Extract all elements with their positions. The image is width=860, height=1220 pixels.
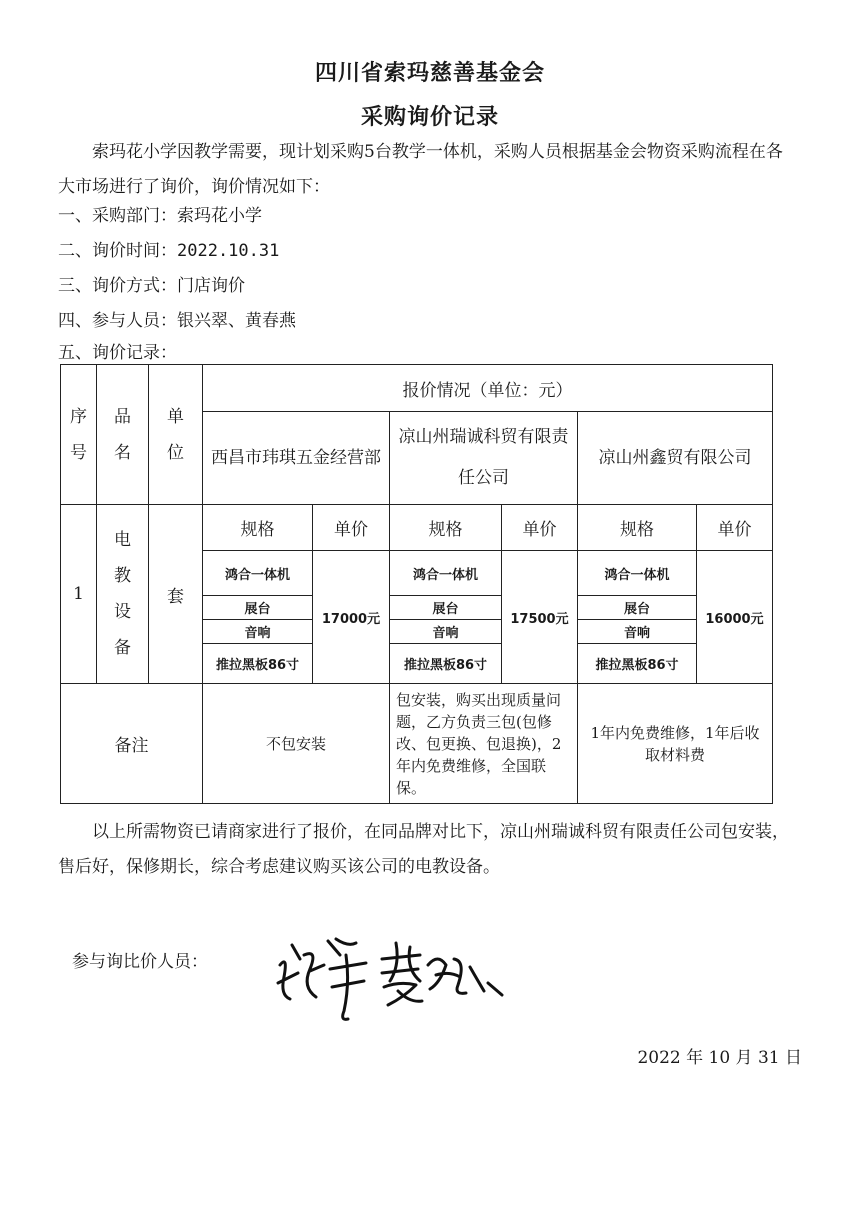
remark-vendor-3: 1年内免费维修，1年后收取材料费 xyxy=(578,684,773,804)
item-label: 五、询价记录： xyxy=(58,343,177,363)
item-label: 四、参与人员： xyxy=(58,311,177,331)
item-records xyxy=(58,343,177,363)
item-label: 一、采购部门： xyxy=(58,206,177,226)
spec-item: 展台 xyxy=(578,596,697,620)
spec-item: 音响 xyxy=(578,620,697,644)
price-label: 单价 xyxy=(697,505,773,551)
item-value: 门店询价 xyxy=(177,276,245,296)
item-value: 索玛花小学 xyxy=(177,206,262,226)
remark-vendor-2: 包安装，购买出现质量问题，乙方负责三包(包修改、包更换、包退换)，2年内免费维修，全国联保。 xyxy=(390,684,578,804)
item-method xyxy=(58,276,245,296)
row-unit: 套 xyxy=(149,505,203,684)
org-title: 四川省索玛慈善基金会 xyxy=(314,61,545,86)
spec-item: 推拉黑板86寸 xyxy=(578,644,697,684)
spec-label: 规格 xyxy=(578,505,697,551)
doc-title: 采购询价记录 xyxy=(360,105,499,130)
spec-item: 鸿合一体机 xyxy=(203,551,313,596)
item-department xyxy=(58,206,262,226)
spec-item: 展台 xyxy=(203,596,313,620)
item-time xyxy=(58,241,279,261)
spec-item: 推拉黑板86寸 xyxy=(203,644,313,684)
item-value: 银兴翠、黄春燕 xyxy=(177,311,296,331)
price-vendor-3: 16000元 xyxy=(697,551,773,684)
spec-item: 展台 xyxy=(390,596,502,620)
intro-paragraph: 索玛花小学因教学需要，现计划采购5台教学一体机，采购人员根据基金会物资采购流程在各大市场进行了询价，询价情况如下： xyxy=(58,142,783,197)
header-seq: 序 号 xyxy=(61,365,97,505)
spec-item: 鸿合一体机 xyxy=(390,551,502,596)
price-vendor-1: 17000元 xyxy=(313,551,390,684)
row-seq: 1 xyxy=(61,505,97,684)
spec-item: 音响 xyxy=(390,620,502,644)
price-label: 单价 xyxy=(313,505,390,551)
item-label: 三、询价方式： xyxy=(58,276,177,296)
header-unit: 单 位 xyxy=(149,365,203,505)
participants-label: 参与询比价人员： xyxy=(72,952,208,972)
price-label: 单价 xyxy=(502,505,578,551)
spec-item: 音响 xyxy=(203,620,313,644)
spec-item: 推拉黑板86寸 xyxy=(390,644,502,684)
item-label: 二、询价时间： xyxy=(58,241,177,261)
price-vendor-2: 17500元 xyxy=(502,551,578,684)
quote-table xyxy=(60,364,773,804)
spec-label: 规格 xyxy=(203,505,313,551)
spec-item: 鸿合一体机 xyxy=(578,551,697,596)
item-participants xyxy=(58,311,296,331)
conclusion-paragraph: 以上所需物资已请商家进行了报价，在同品牌对比下，凉山州瑞诚科贸有限责任公司包安装，售后好，保修期长，综合考虑建议购买该公司的电教设备。 xyxy=(58,822,789,877)
row-name: 电 教 设 备 xyxy=(97,505,149,684)
document-date: 2022 年 10 月 31 日 xyxy=(637,1048,802,1068)
vendor-1: 西昌市玮琪五金经营部 xyxy=(203,412,390,505)
handwritten-signature xyxy=(270,925,530,1035)
remark-vendor-1: 不包安装 xyxy=(203,684,390,804)
item-value: 2022.10.31 xyxy=(177,241,280,261)
header-name: 品 名 xyxy=(97,365,149,505)
spec-label: 规格 xyxy=(390,505,502,551)
vendor-3: 凉山州鑫贸有限公司 xyxy=(578,412,773,505)
vendor-2: 凉山州瑞诚科贸有限责任公司 xyxy=(390,412,578,505)
header-quote: 报价情况（单位：元） xyxy=(203,365,773,412)
remark-label: 备注 xyxy=(61,684,203,804)
